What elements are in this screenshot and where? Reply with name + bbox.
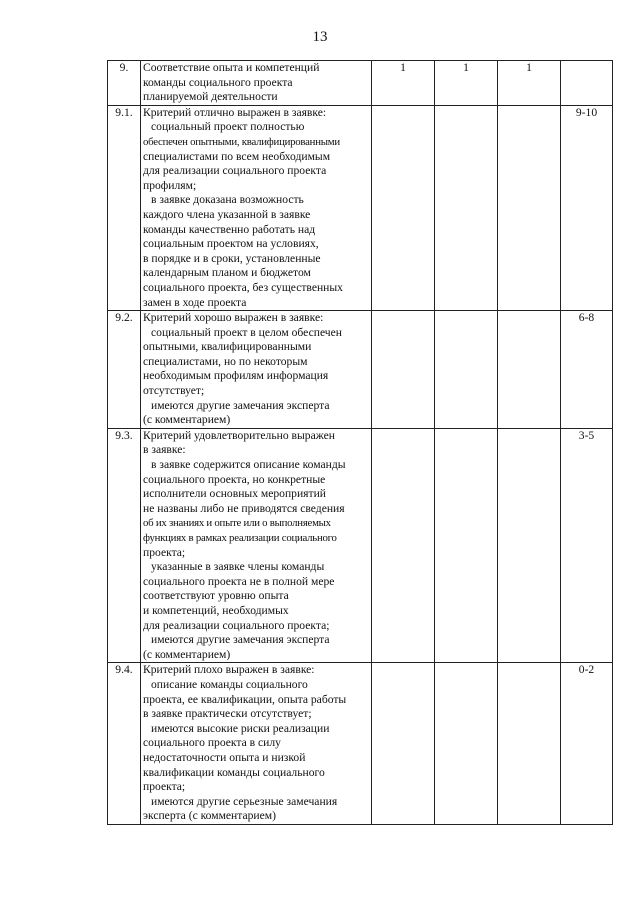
score-cell [372, 105, 435, 310]
criteria-row [108, 663, 613, 825]
criterion-text-line: социального проекта не в полной мере [143, 574, 335, 588]
points-range: 3-5 [561, 428, 613, 663]
criterion-text-line: об их знаниях и опыте или о выполняемых [143, 517, 331, 530]
criterion-description [141, 663, 372, 825]
score-cell [435, 105, 498, 310]
criterion-text-line: функциях в рамках реализации социального [143, 532, 337, 544]
criterion-description [141, 61, 372, 106]
criterion-text-line: имеются высокие риски реализации [151, 721, 330, 735]
criterion-text-line: социального проекта, без существенных [143, 280, 343, 294]
criterion-description [141, 105, 372, 310]
criterion-text-line: и компетенций, необходимых [143, 603, 289, 617]
criterion-text-line: соответствуют уровню опыта [143, 589, 289, 603]
criterion-text-line: в порядке и в сроки, установленные [143, 251, 321, 265]
criteria-table [107, 60, 613, 825]
criterion-text-line: команды социального проекта [143, 75, 293, 89]
points-range [561, 61, 613, 106]
criterion-number: 9. [108, 61, 141, 106]
criterion-text-line: проекта, ее квалификации, опыта работы [143, 692, 347, 706]
criterion-text-line: отсутствует; [143, 384, 205, 398]
criterion-text-line: в заявке содержится описание команды [151, 458, 346, 472]
criterion-text-line: имеются другие замечания эксперта [151, 633, 330, 647]
criterion-text-line: описание команды социального [151, 677, 308, 691]
criterion-number: 9.1. [108, 105, 141, 310]
score-cell [372, 311, 435, 429]
criterion-text-line: указанные в заявке члены команды [151, 560, 325, 574]
criterion-text-line: социальный проект полностью [151, 120, 305, 134]
criterion-text-line: Критерий удовлетворительно выражен [143, 428, 335, 442]
score-cell: 1 [435, 61, 498, 106]
points-range: 6-8 [561, 311, 613, 429]
criterion-number: 9.2. [108, 311, 141, 429]
criterion-text-line: имеются другие серьезные замечания [151, 794, 338, 808]
criterion-text-line: для реализации социального проекта; [143, 618, 330, 632]
score-cell [372, 663, 435, 825]
score-cell [498, 311, 561, 429]
score-cell [435, 311, 498, 429]
criterion-text-line: исполнители основных мероприятий [143, 487, 326, 501]
criterion-text-line: для реализации социального проекта [143, 164, 327, 178]
criterion-text-line: замен в ходе проекта [143, 295, 247, 309]
criterion-text-line: проекта; [143, 545, 186, 559]
criterion-text-line: имеются другие замечания эксперта [151, 398, 330, 412]
page-number: 13 [312, 29, 328, 45]
criterion-text-line: команды качественно работать над [143, 222, 316, 236]
criterion-text-line: специалистами по всем необходимым [143, 149, 331, 163]
criterion-description [141, 311, 372, 429]
criterion-text-line: социального проекта в силу [143, 736, 281, 750]
criterion-number: 9.3. [108, 428, 141, 663]
criterion-text-line: календарным планом и бюджетом [143, 266, 311, 280]
score-cell [498, 428, 561, 663]
score-cell [435, 428, 498, 663]
score-cell: 1 [372, 61, 435, 106]
criterion-text-line: социальный проект в целом обеспечен [151, 325, 342, 339]
criterion-text-line: (с комментарием) [143, 647, 231, 661]
criterion-text-line: эксперта (с комментарием) [143, 809, 276, 823]
criterion-text-line: профилям; [143, 178, 197, 192]
criteria-row [108, 61, 613, 106]
criterion-text-line: социальным проектом на условиях, [143, 237, 319, 251]
criterion-text-line: планируемой деятельности [143, 90, 278, 104]
criteria-row [108, 105, 613, 310]
points-range: 9-10 [561, 105, 613, 310]
points-range: 0-2 [561, 663, 613, 825]
criterion-text-line: опытными, квалифицированными [143, 340, 312, 354]
criterion-text-line: Соответствие опыта и компетенций [143, 61, 320, 74]
criteria-table-body [108, 61, 613, 825]
criteria-row [108, 311, 613, 429]
criterion-text-line: проекта; [143, 780, 186, 794]
score-cell [372, 428, 435, 663]
criterion-text-line: (с комментарием) [143, 413, 231, 427]
score-cell [435, 663, 498, 825]
criterion-number: 9.4. [108, 663, 141, 825]
criterion-text-line: специалистами, но по некоторым [143, 354, 308, 368]
criterion-text-line: Критерий отлично выражен в заявке: [143, 105, 327, 119]
score-cell [498, 663, 561, 825]
criterion-text-line: каждого члена указанной в заявке [143, 207, 311, 221]
criterion-text-line: необходимым профилям информация [143, 369, 329, 383]
score-cell: 1 [498, 61, 561, 106]
criterion-description [141, 428, 372, 663]
criterion-text-line: недостаточности опыта и низкой [143, 750, 306, 764]
criterion-text-line: в заявке практически отсутствует; [143, 707, 312, 721]
criterion-text-line: Критерий плохо выражен в заявке: [143, 663, 315, 677]
criterion-text-line: в заявке доказана возможность [151, 193, 304, 207]
criteria-row [108, 428, 613, 663]
criterion-text-line: квалификации команды социального [143, 765, 325, 779]
criterion-text-line: в заявке: [143, 443, 186, 457]
criterion-text-line: обеспечен опытными, квалифицированными [143, 135, 340, 148]
criterion-text-line: Критерий хорошо выражен в заявке: [143, 311, 324, 325]
score-cell [498, 105, 561, 310]
criterion-text-line: социального проекта, но конкретные [143, 472, 326, 486]
criterion-text-line: не названы либо не приводятся сведения [143, 501, 345, 515]
